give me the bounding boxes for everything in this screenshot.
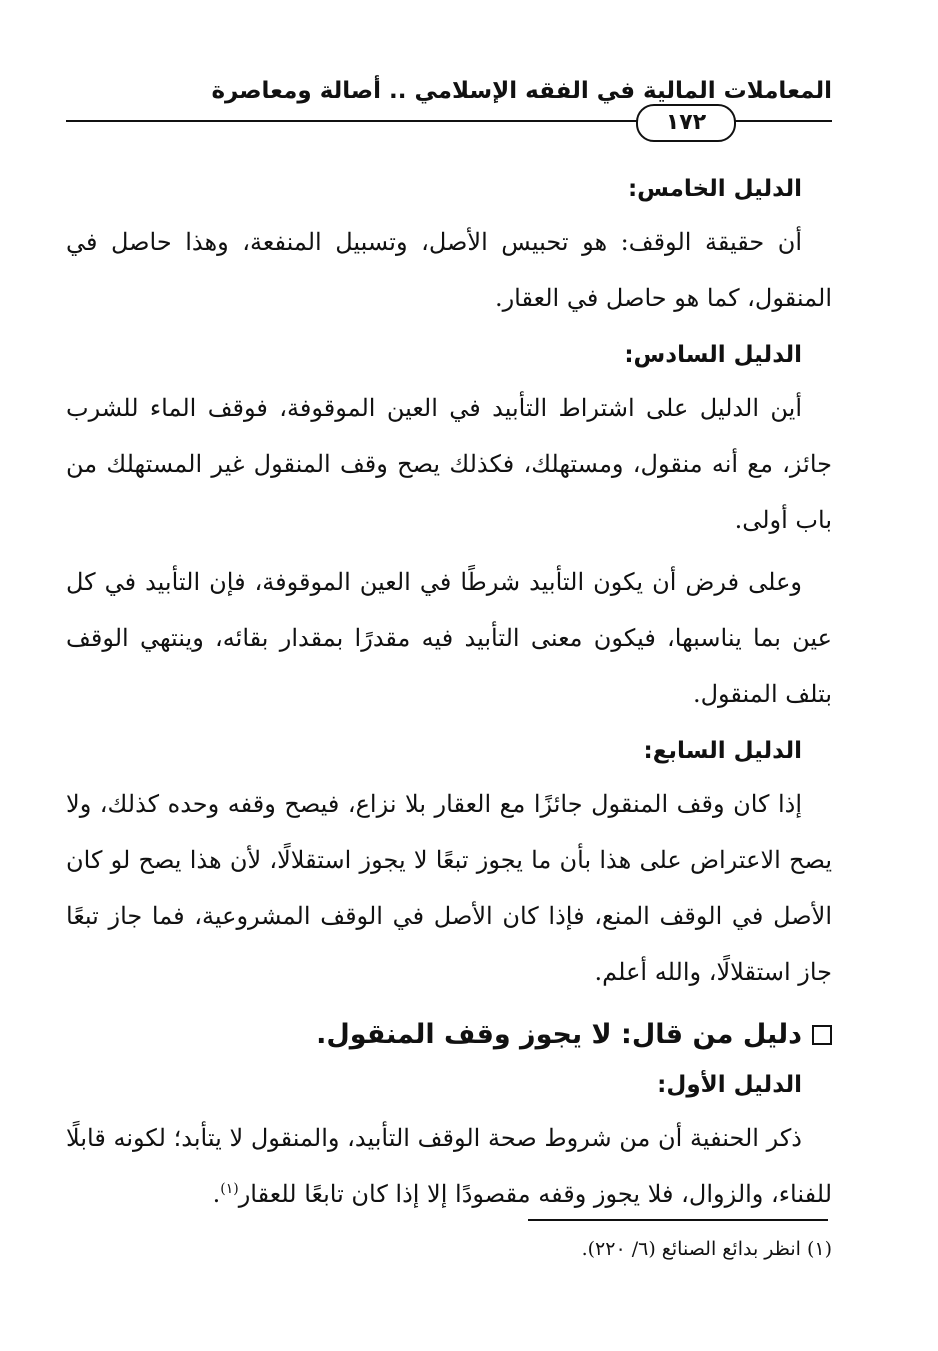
page-number-badge: ١٧٢	[636, 104, 736, 142]
paragraph-first-evidence	[66, 1110, 832, 1222]
paragraph-first-evidence-end: .	[212, 1180, 221, 1208]
page-body	[66, 166, 832, 1228]
footnote-rule	[528, 1219, 828, 1221]
paragraph-seventh-evidence: إذا كان وقف المنقول جائزًا مع العقار بلا نزاع، فيصح وقفه وحده كذلك، ولا يصح الاعتراض على هذا بأن ما يجوز تبعًا لا يجوز استقلالًا، لأن هذا يصح لو كان الأصل في الوقف المنع، فإذا كان الأصل في الوقف المشروعية، فما جاز تبعًا جاز استقلالًا، والله أعلم.	[66, 790, 832, 986]
footnote-reference: (١)	[220, 1181, 239, 1197]
section-title	[66, 1008, 832, 1062]
square-bullet-icon	[812, 1025, 832, 1045]
section-title-text: دليل من قال: لا يجوز وقف المنقول.	[316, 1019, 802, 1050]
paragraph-sixth-evidence-a: أين الدليل على اشتراط التأبيد في العين الموقوفة، فوقف الماء للشرب جائز، مع أنه منقول، ومستهلك، فكذلك يصح وقف المنقول غير المستهلك من باب أولى.	[66, 394, 832, 534]
heading-first-evidence: الدليل الأول:	[657, 1072, 802, 1098]
footnote: (١) انظر بدائع الصنائع (٦/ ٢٢٠).	[581, 1238, 832, 1260]
paragraph-fifth-evidence: أن حقيقة الوقف: هو تحبيس الأصل، وتسبيل المنفعة، وهذا حاصل في المنقول، كما هو حاصل في العقار.	[66, 228, 832, 312]
heading-seventh-evidence: الدليل السابع:	[643, 738, 802, 764]
running-header-title: المعاملات المالية في الفقه الإسلامي .. أصالة ومعاصرة	[211, 78, 832, 104]
paragraph-first-evidence-text: ذكر الحنفية أن من شروط صحة الوقف التأبيد، والمنقول لا يتأبد؛ لكونه قابلًا للفناء، والزوال، فلا يجوز وقفه مقصودًا إلا إذا كان تابعًا للعقار	[66, 1124, 832, 1208]
heading-fifth-evidence: الدليل الخامس:	[627, 176, 802, 202]
paragraph-sixth-evidence-b: وعلى فرض أن يكون التأبيد شرطًا في العين الموقوفة، فإن التأبيد في كل عين بما يناسبها، فيكون معنى التأبيد فيه مقدرًا بمقدار بقائه، وينتهي الوقف بتلف المنقول.	[66, 568, 832, 708]
heading-sixth-evidence: الدليل السادس:	[624, 342, 802, 368]
